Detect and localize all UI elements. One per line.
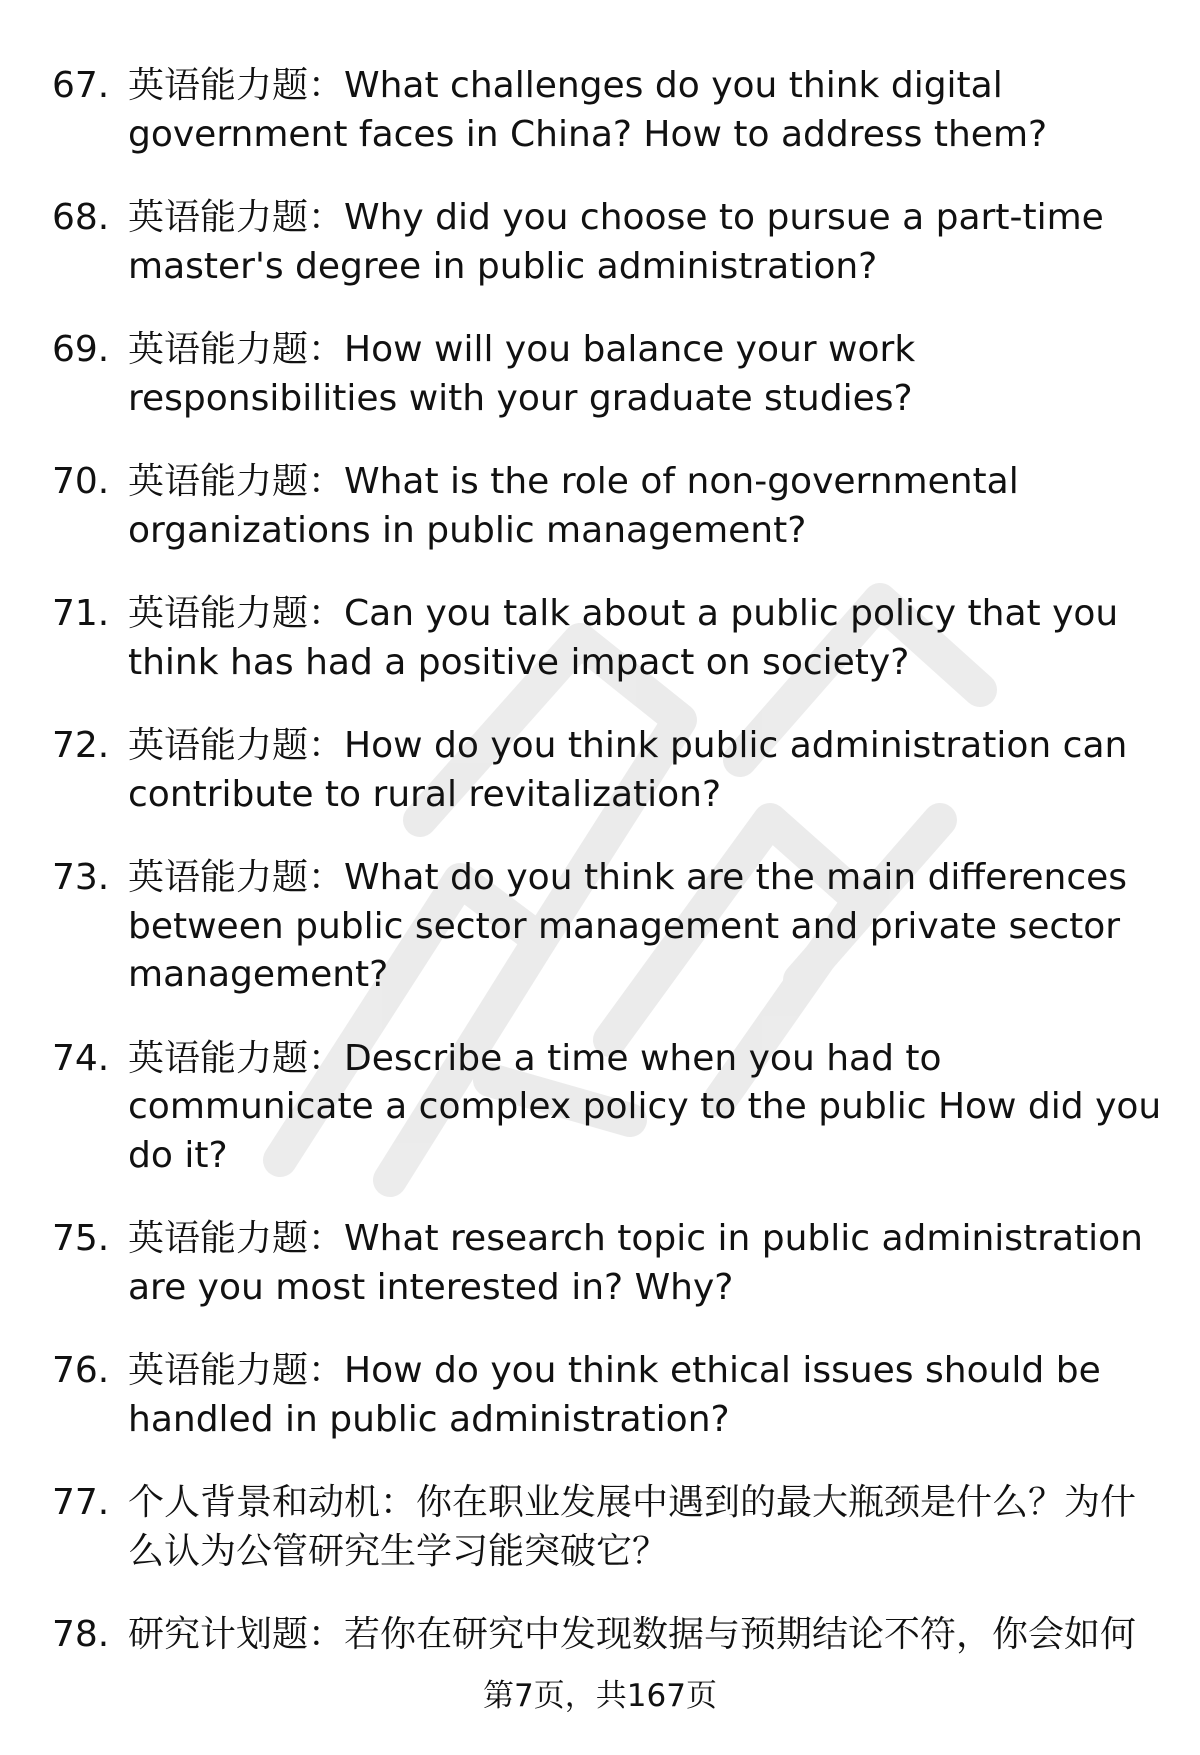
- question-text: [128, 1479, 1162, 1576]
- question-item: [52, 1479, 1162, 1576]
- question-item: [52, 1035, 1162, 1181]
- question-number: 74.: [52, 1037, 110, 1079]
- question-body: Describe a time when you had to communicate a complex policy to the public How did you do it?: [128, 1037, 1162, 1176]
- question-category: 英语能力题：: [128, 1037, 345, 1079]
- question-category: 英语能力题：: [128, 461, 345, 502]
- question-item: [52, 722, 1162, 819]
- question-number: 78.: [52, 1614, 110, 1655]
- question-body: 你在职业发展中遇到的最大瓶颈是什么？为什么认为公管研究生学习能突破它？: [128, 1482, 1137, 1572]
- question-category: 英语能力题：: [128, 725, 345, 766]
- question-item: [52, 854, 1162, 1000]
- question-text: [128, 1611, 1162, 1660]
- question-item: [52, 194, 1162, 291]
- question-list: [52, 62, 1162, 1695]
- question-item: [52, 1611, 1162, 1660]
- question-text: [128, 194, 1162, 291]
- question-number: 67.: [52, 65, 110, 106]
- question-body: How do you think public administration can contribute to rural revitalization?: [128, 725, 1128, 815]
- question-body: 若你在研究中发现数据与预期结论不符，你会如何: [344, 1614, 1137, 1655]
- question-item: [52, 458, 1162, 555]
- question-text: [128, 1347, 1162, 1444]
- question-category: 英语能力题：: [128, 593, 345, 634]
- question-category: 英语能力题：: [128, 1218, 345, 1259]
- question-text: [128, 1215, 1162, 1312]
- question-item: [52, 590, 1162, 687]
- question-number: 68.: [52, 197, 110, 238]
- question-text: [128, 62, 1162, 159]
- question-body: What is the role of non-governmental organizations in public management?: [128, 461, 1019, 551]
- question-text: [128, 722, 1162, 819]
- question-item: [52, 1215, 1162, 1312]
- question-number: 70.: [52, 461, 110, 502]
- question-number: 69.: [52, 329, 110, 370]
- question-text: [128, 1035, 1162, 1181]
- question-body: What do you think are the main differences between public sector management and private sector management?: [128, 857, 1128, 995]
- question-number: 75.: [52, 1218, 110, 1259]
- question-number: 76.: [52, 1350, 110, 1391]
- question-body: How do you think ethical issues should be handled in public administration?: [128, 1350, 1101, 1440]
- question-category: 英语能力题：: [128, 857, 345, 898]
- question-category: 英语能力题：: [128, 197, 345, 238]
- question-number: 73.: [52, 857, 110, 898]
- question-number: 77.: [52, 1482, 110, 1523]
- question-text: [128, 854, 1162, 1000]
- page-footer: 第7页，共167页: [483, 1678, 717, 1714]
- question-text: [128, 458, 1162, 555]
- question-body: Why did you choose to pursue a part-time master's degree in public administration?: [128, 197, 1104, 287]
- question-item: [52, 62, 1162, 159]
- question-item: [52, 1347, 1162, 1444]
- question-body: Can you talk about a public policy that you think has had a positive impact on society?: [128, 593, 1119, 683]
- question-category: 英语能力题：: [128, 1350, 345, 1391]
- question-number: 71.: [52, 593, 110, 634]
- question-text: [128, 590, 1162, 687]
- question-category: 英语能力题：: [128, 329, 345, 370]
- question-number: 72.: [52, 725, 110, 766]
- question-category: 研究计划题：: [128, 1614, 345, 1655]
- question-body: How will you balance your work responsibilities with your graduate studies?: [128, 329, 916, 419]
- question-category: 英语能力题：: [128, 65, 345, 106]
- question-category: 个人背景和动机：: [128, 1482, 417, 1523]
- question-text: [128, 326, 1162, 423]
- question-item: [52, 326, 1162, 423]
- question-body: What challenges do you think digital government faces in China? How to address them?: [128, 65, 1048, 155]
- question-body: What research topic in public administration are you most interested in? Why?: [128, 1218, 1143, 1308]
